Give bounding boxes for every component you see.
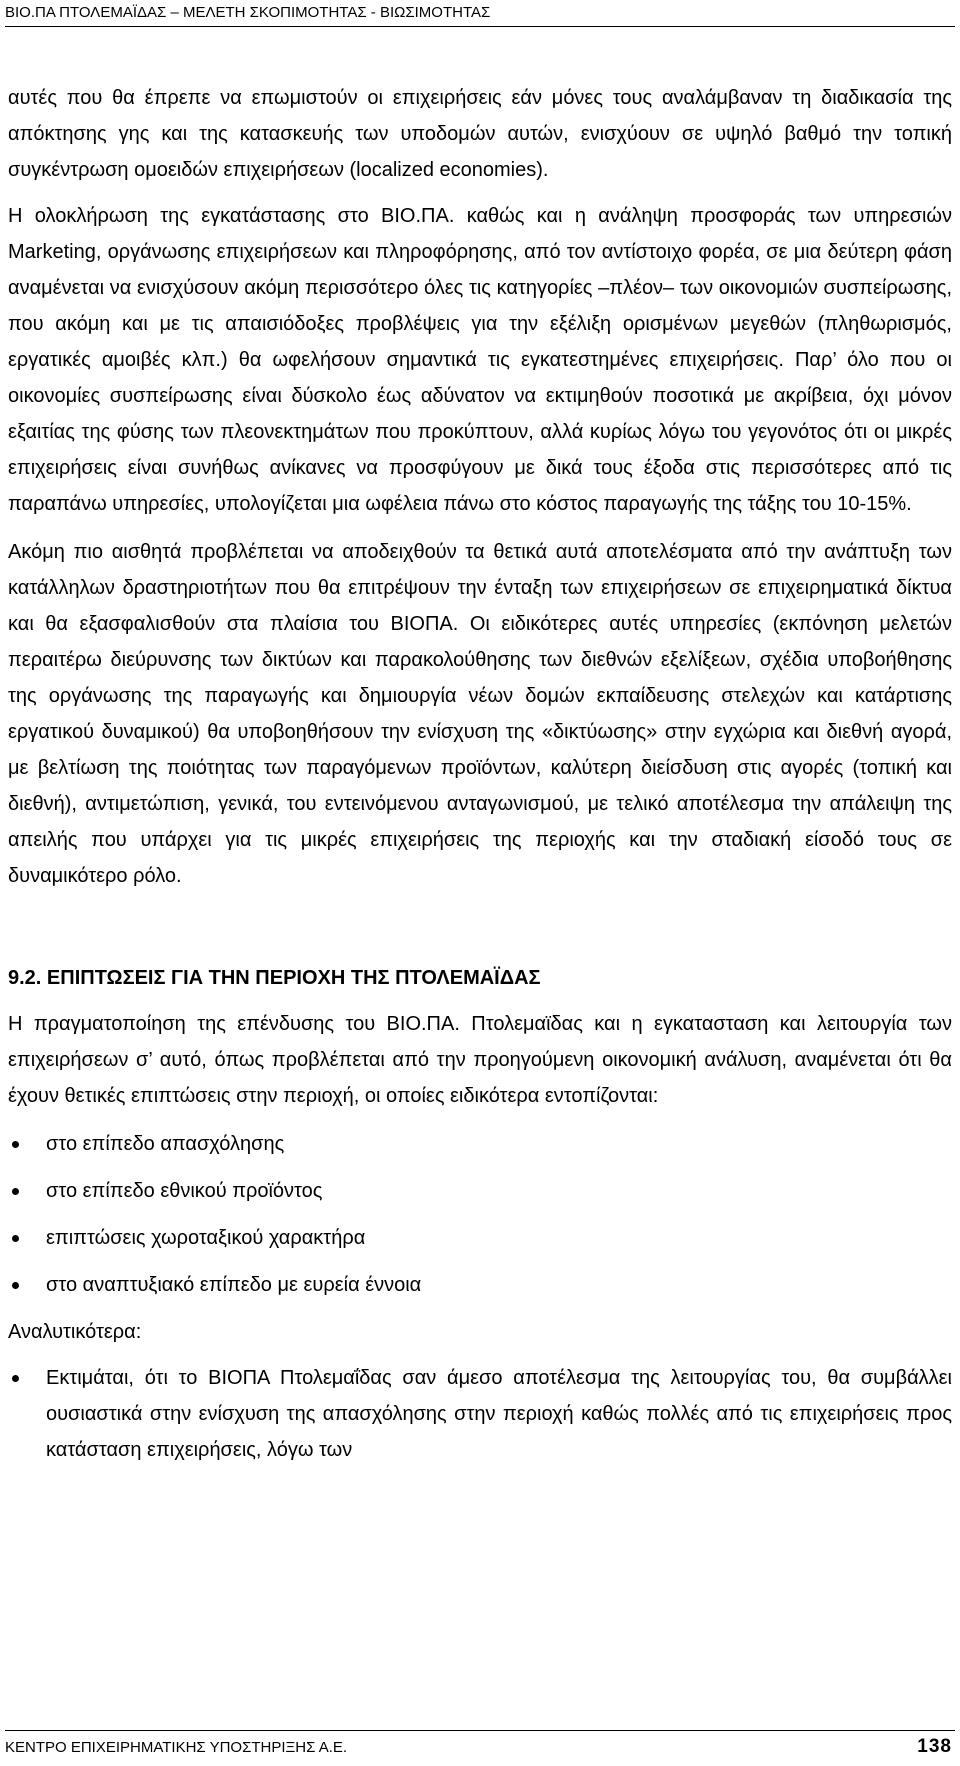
header-rule [5,26,955,27]
bullet-icon [12,1188,19,1195]
paragraph-5: Αναλυτικότερα: [8,1321,142,1343]
list-item-text: στο επίπεδο εθνικού προϊόντος [46,1180,323,1202]
bullet-icon [12,1235,19,1242]
bullet-icon [12,1375,19,1382]
bullet-icon [12,1141,19,1148]
list-item-text: στο αναπτυξιακό επίπεδο με ευρεία έννοια [46,1274,422,1296]
list-item [8,1267,952,1303]
page-number: 138 [917,1736,952,1757]
paragraph-2: Η ολοκλήρωση της εγκατάστασης στο ΒΙΟ.ΠΑ. καθώς και η ανάληψη προσφοράς των υπηρεσιών Marketing, οργάνωσης επιχειρήσεων και πληροφόρησης, από τον αντίστοιχο φορέα, σε μια δεύτερη φάση αναμένεται να ενισχύσουν ακόμη περισσότερο όλες τις κατηγορίες –πλέον– των οικονομιών συσπείρωσης, που ακόμη και με τις απαισιόδοξες προβλέψεις για την εξέλιξη ορισμένων μεγεθών (πληθωρισμός, εργατικές αμοιβές κλπ.) θα ωφελήσουν σημαντικά τις εγκατεστημένες επιχειρήσεις. Παρ’ όλο που οι οικονομίες συσπείρωσης είναι δύσκολο έως αδύνατον να εκτιμηθούν ποσοτικά με ακρίβεια, όχι μόνον εξαιτίας της φύσης των πλεονεκτημάτων που προκύπτουν, αλλά κυρίως λόγω του γεγονότος ότι οι μικρές επιχειρήσεις είναι συνήθως ανίκανες να προσφύγουν με δικά τους έξοδα στις περισσότερες από τις παραπάνω υπηρεσίες, υπολογίζεται μια ωφέλεια πάνω στο κόστος παραγωγής της τάξης του 10-15%. [8,205,952,515]
page-body [8,80,952,1468]
paragraph-4: Η πραγματοποίηση της επένδυσης του ΒΙΟ.ΠΑ. Πτολεμαϊδας και η εγκατασταση και λειτουργία των επιχειρήσεων σ’ αυτό, όπως προβλέπεται από την προηγούμενη οικονομική ανάλυση, αναμένεται ότι θα έχουν θετικές επιπτώσεις στην περιοχή, οι οποίες ειδικότερα εντοπίζονται: [8,1013,952,1107]
footer-rule [5,1730,955,1731]
paragraph-3: Ακόμη πιο αισθητά προβλέπεται να αποδειχθούν τα θετικά αυτά αποτελέσματα από την ανάπτυξη των κατάλληλων δραστηριοτήτων που θα επιτρέψουν την ένταξη των επιχειρήσεων σε επιχειρηματικά δίκτυα και θα εξασφαλισθούν στα πλαίσια του ΒΙΟΠΑ. Οι ειδικότερες αυτές υπηρεσίες (εκπόνηση μελετών περαιτέρω διεύρυνσης των δικτύων και παρακολούθησης των διεθνών εξελίξεων, σχέδια υποβοήθησης της οργάνωσης της παραγωγής και δημιουργία νέων δομών εκπαίδευσης στελεχών και κατάρτισης εργατικού δυναμικού) θα υποβοηθήσουν την ενίσχυση της «δικτύωσης» στην εγχώρια και διεθνή αγορά, με βελτίωση της ποιότητας των παραγόμενων προϊόντων, καλύτερη διείσδυση στις αγορές (τοπική και διεθνή), αντιμετώπιση, γενικά, του εντεινόμενου ανταγωνισμού, με τελικό αποτέλεσμα την απάλειψη της απειλής που υπάρχει για τις μικρές επιχειρήσεις της περιοχής και την σταδιακή είσοδό τους σε δυναμικότερο ρόλο. [8,541,952,887]
list-item-text: επιπτώσεις χωροταξικού χαρακτήρα [46,1227,366,1249]
list-item-text: Εκτιμάται, ότι το ΒΙΟΠΑ Πτολεμαΐδας σαν άμεσο αποτέλεσμα της λειτουργίας του, θα συμβάλλει ουσιαστικά στην ενίσχυση της απασχόλησης στην περιοχή καθώς πολλές από τις επιχειρήσεις προς κατάσταση επιχειρήσεις, λόγω των [46,1367,952,1461]
footer-organization: ΚΕΝΤΡΟ ΕΠΙΧΕΙΡΗΜΑΤΙΚΗΣ ΥΠΟΣΤΗΡΙΞΗΣ Α.Ε. [5,1739,348,1756]
impact-list [8,1126,952,1303]
running-header: ΒΙΟ.ΠΑ ΠΤΟΛΕΜΑΪΔΑΣ – ΜΕΛΕΤΗ ΣΚΟΠΙΜΟΤΗΤΑΣ - ΒΙΩΣΙΜΟΤΗΤΑΣ [5,4,491,21]
list-item [8,1173,952,1209]
bullet-icon [12,1282,19,1289]
list-item [8,1220,952,1256]
list-item-text: στο επίπεδο απασχόλησης [46,1133,285,1155]
list-item [8,1360,952,1468]
paragraph-1: αυτές που θα έπρεπε να επωμιστούν οι επιχειρήσεις εάν μόνες τους αναλάμβαναν τη διαδικασία της απόκτησης γης και της κατασκευής των υποδομών αυτών, ενισχύουν σε υψηλό βαθμό την τοπική συγκέντρωση ομοειδών επιχειρήσεων (localized economies). [8,87,952,181]
list-item [8,1126,952,1162]
section-heading: 9.2. ΕΠΙΠΤΩΣΕΙΣ ΓΙΑ ΤΗΝ ΠΕΡΙΟΧΗ ΤΗΣ ΠΤΟΛΕΜΑΪΔΑΣ [8,967,541,989]
detail-list [8,1360,952,1468]
